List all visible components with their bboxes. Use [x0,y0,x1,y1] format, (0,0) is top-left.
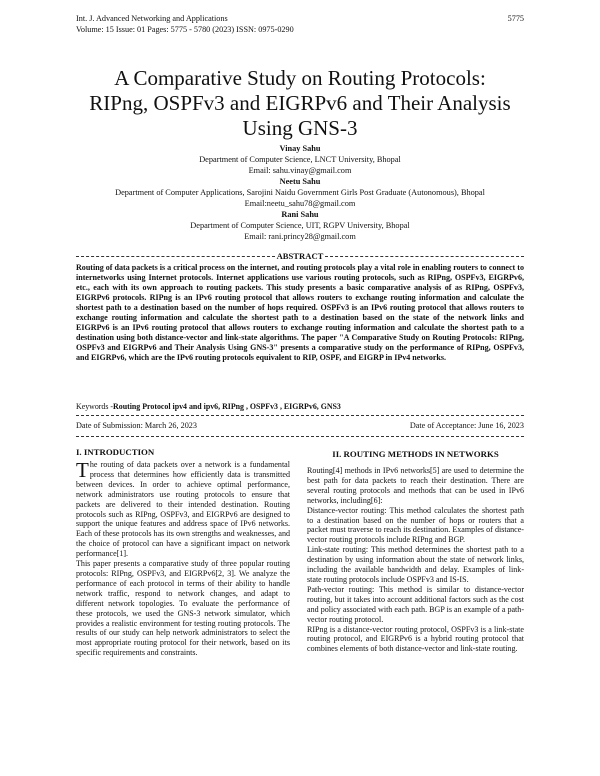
left-column [76,446,290,658]
dashed-rule [76,256,275,257]
paper-title [56,66,544,141]
author-affiliation: Department of Computer Science, LNCT University, Bhopal [199,155,401,164]
section-heading: I. INTRODUCTION [76,447,155,457]
submission-date: Date of Submission: March 26, 2023 [76,421,197,430]
paragraph: Routing[4] methods in IPv6 networks[5] are used to determine the best path for data packets to reach their destination. There are several routing protocols and methods that can be used in IPv6 networks, including[6]: [307,466,524,505]
dashed-rule [76,415,524,416]
keywords-label: Keywords - [76,402,114,411]
author-name: Neetu Sahu [279,177,321,186]
title-line-2: RIPng, OSPFv3 and EIGRPv6 and Their Analysis [89,91,511,115]
author-email: Email: sahu.vinay@gmail.com [248,166,352,175]
keywords [76,402,524,412]
author-name: Rani Sahu [281,210,319,219]
author-email: Email: rani.princy28@gmail.com [244,232,356,241]
dashed-rule [325,256,524,257]
title-line-1: A Comparative Study on Routing Protocols: [114,66,486,90]
paragraph [76,460,290,559]
author-affiliation: Department of Computer Science, UIT, RGPV University, Bhopal [190,221,410,230]
author-name: Vinay Sahu [279,144,321,153]
author-affiliation: Department of Computer Applications, Sarojini Naidu Government Girls Post Graduate (Autonomous), Bhopal [115,188,485,197]
page-number: 5775 [507,14,524,23]
abstract-separator [76,251,524,261]
journal-header [76,13,524,35]
author-block [56,143,544,242]
keywords-text: Routing Protocol ipv4 and ipv6, RIPng , OSPFv3 , EIGRPv6, GNS3 [113,402,341,411]
journal-volume: Volume: 15 Issue: 01 Pages: 5775 - 5780 (2023) ISSN: 0975-0290 [76,25,294,34]
right-column [307,446,524,654]
acceptance-date: Date of Acceptance: June 16, 2023 [409,421,524,430]
paragraph: Link-state routing: This method determines the shortest path to a destination by using information about the state of network links, including the available bandwidth and delay. Examples of link-state routing protocols include OSPFv3 and IS-IS. [307,545,524,584]
abstract-text: Routing of data packets is a critical process on the internet, and routing protocols play a vital role in enabling routers to connect to internetworks using Internet protocols. Internet applications use various routing protocols, such as RIPng, OSPFv3, EIGRPv6, etc., each with its own approach to routing packets. This study presents a basic comparative analysis of as RIPng, OSPFv3, EIGRPv6 protocols. RIPng is an IPv6 routing protocol that allows routers to exchange routing information and calculate the shortest path to a destination based on the number of hops required. OSPFv3 is an IPv6 routing protocol that allows routers to exchange routing information and calculate the shortest path to a destination based on the state of the network links and EIGRPv6 is an IPv6 routing protocol that allows routers to exchange routing information and calculate the shortest path to a destination using both distance-vector and link-state algorithms. The paper "A Comparative Study on Routing Protocols: RIPng, OSPFv3 and EIGRPv6 and Their Analysis Using GNS-3" presents a comparative study on the performance of RIPng, OSPFv3, and EIGRPv6, which are the IPv6 routing protocols equivalent to RIP, OSPF, and EIGRP in IPv4 networks. [76,263,524,363]
author-email: Email:neetu_sahu78@gmail.com [244,199,356,208]
paragraph-text: he routing of data packets over a network is a fundamental process that determines how efficiently data is transmitted between devices. In order to achieve optimal performance, network administrators use routing protocols to ensure that packets are delivered to their intended destination. Routing protocols such as RIPng, OSPFv3, and EIGRPv6 are designed to support the unique features and address space of IPv6 networks. Each of these protocols has its own strengths and weaknesses, and the choice of protocol can have a significant impact on network performance[1]. [76,460,290,559]
drop-cap: T [76,458,89,482]
dates-row [76,421,524,431]
paragraph: RIPng is a distance-vector routing protocol, OSPFv3 is a link-state routing protocol, and EIGRPv6 is a hybrid routing protocol that combines elements of both distance-vector and link-state routing. [307,624,524,654]
paragraph: Path-vector routing: This method is similar to distance-vector routing, but it takes into account additional factors such as the cost and policy associated with each path. BGP is an example of a path-vector routing protocol. [307,584,524,624]
abstract-label: ABSTRACT [276,251,324,261]
section-heading: II. ROUTING METHODS IN NETWORKS [332,449,499,459]
journal-name: Int. J. Advanced Networking and Applications [76,14,228,23]
title-line-3: Using GNS-3 [242,116,358,140]
paragraph: This paper presents a comparative study of three popular routing protocols: RIPng, OSPFv3, and EIGRPv6[2, 3]. We analyze the performance of each protocol in terms of their ability to handle network traffic, respond to network changes, and adapt to different network topologies. To evaluate the performance of these protocols, we used the GNS-3 network simulator, which provides a realistic environment for testing routing protocols. The results of our study can help network administrators to select the most appropriate routing protocol for their network, based on its specific requirements and constraints. [76,559,290,658]
dashed-rule [76,436,524,437]
paragraph: Distance-vector routing: This method calculates the shortest path to a destination based on the number of hops or routers that a packet must traverse to reach its destination. Examples of distance-vector routing protocols include RIPng and BGP. [307,505,524,545]
